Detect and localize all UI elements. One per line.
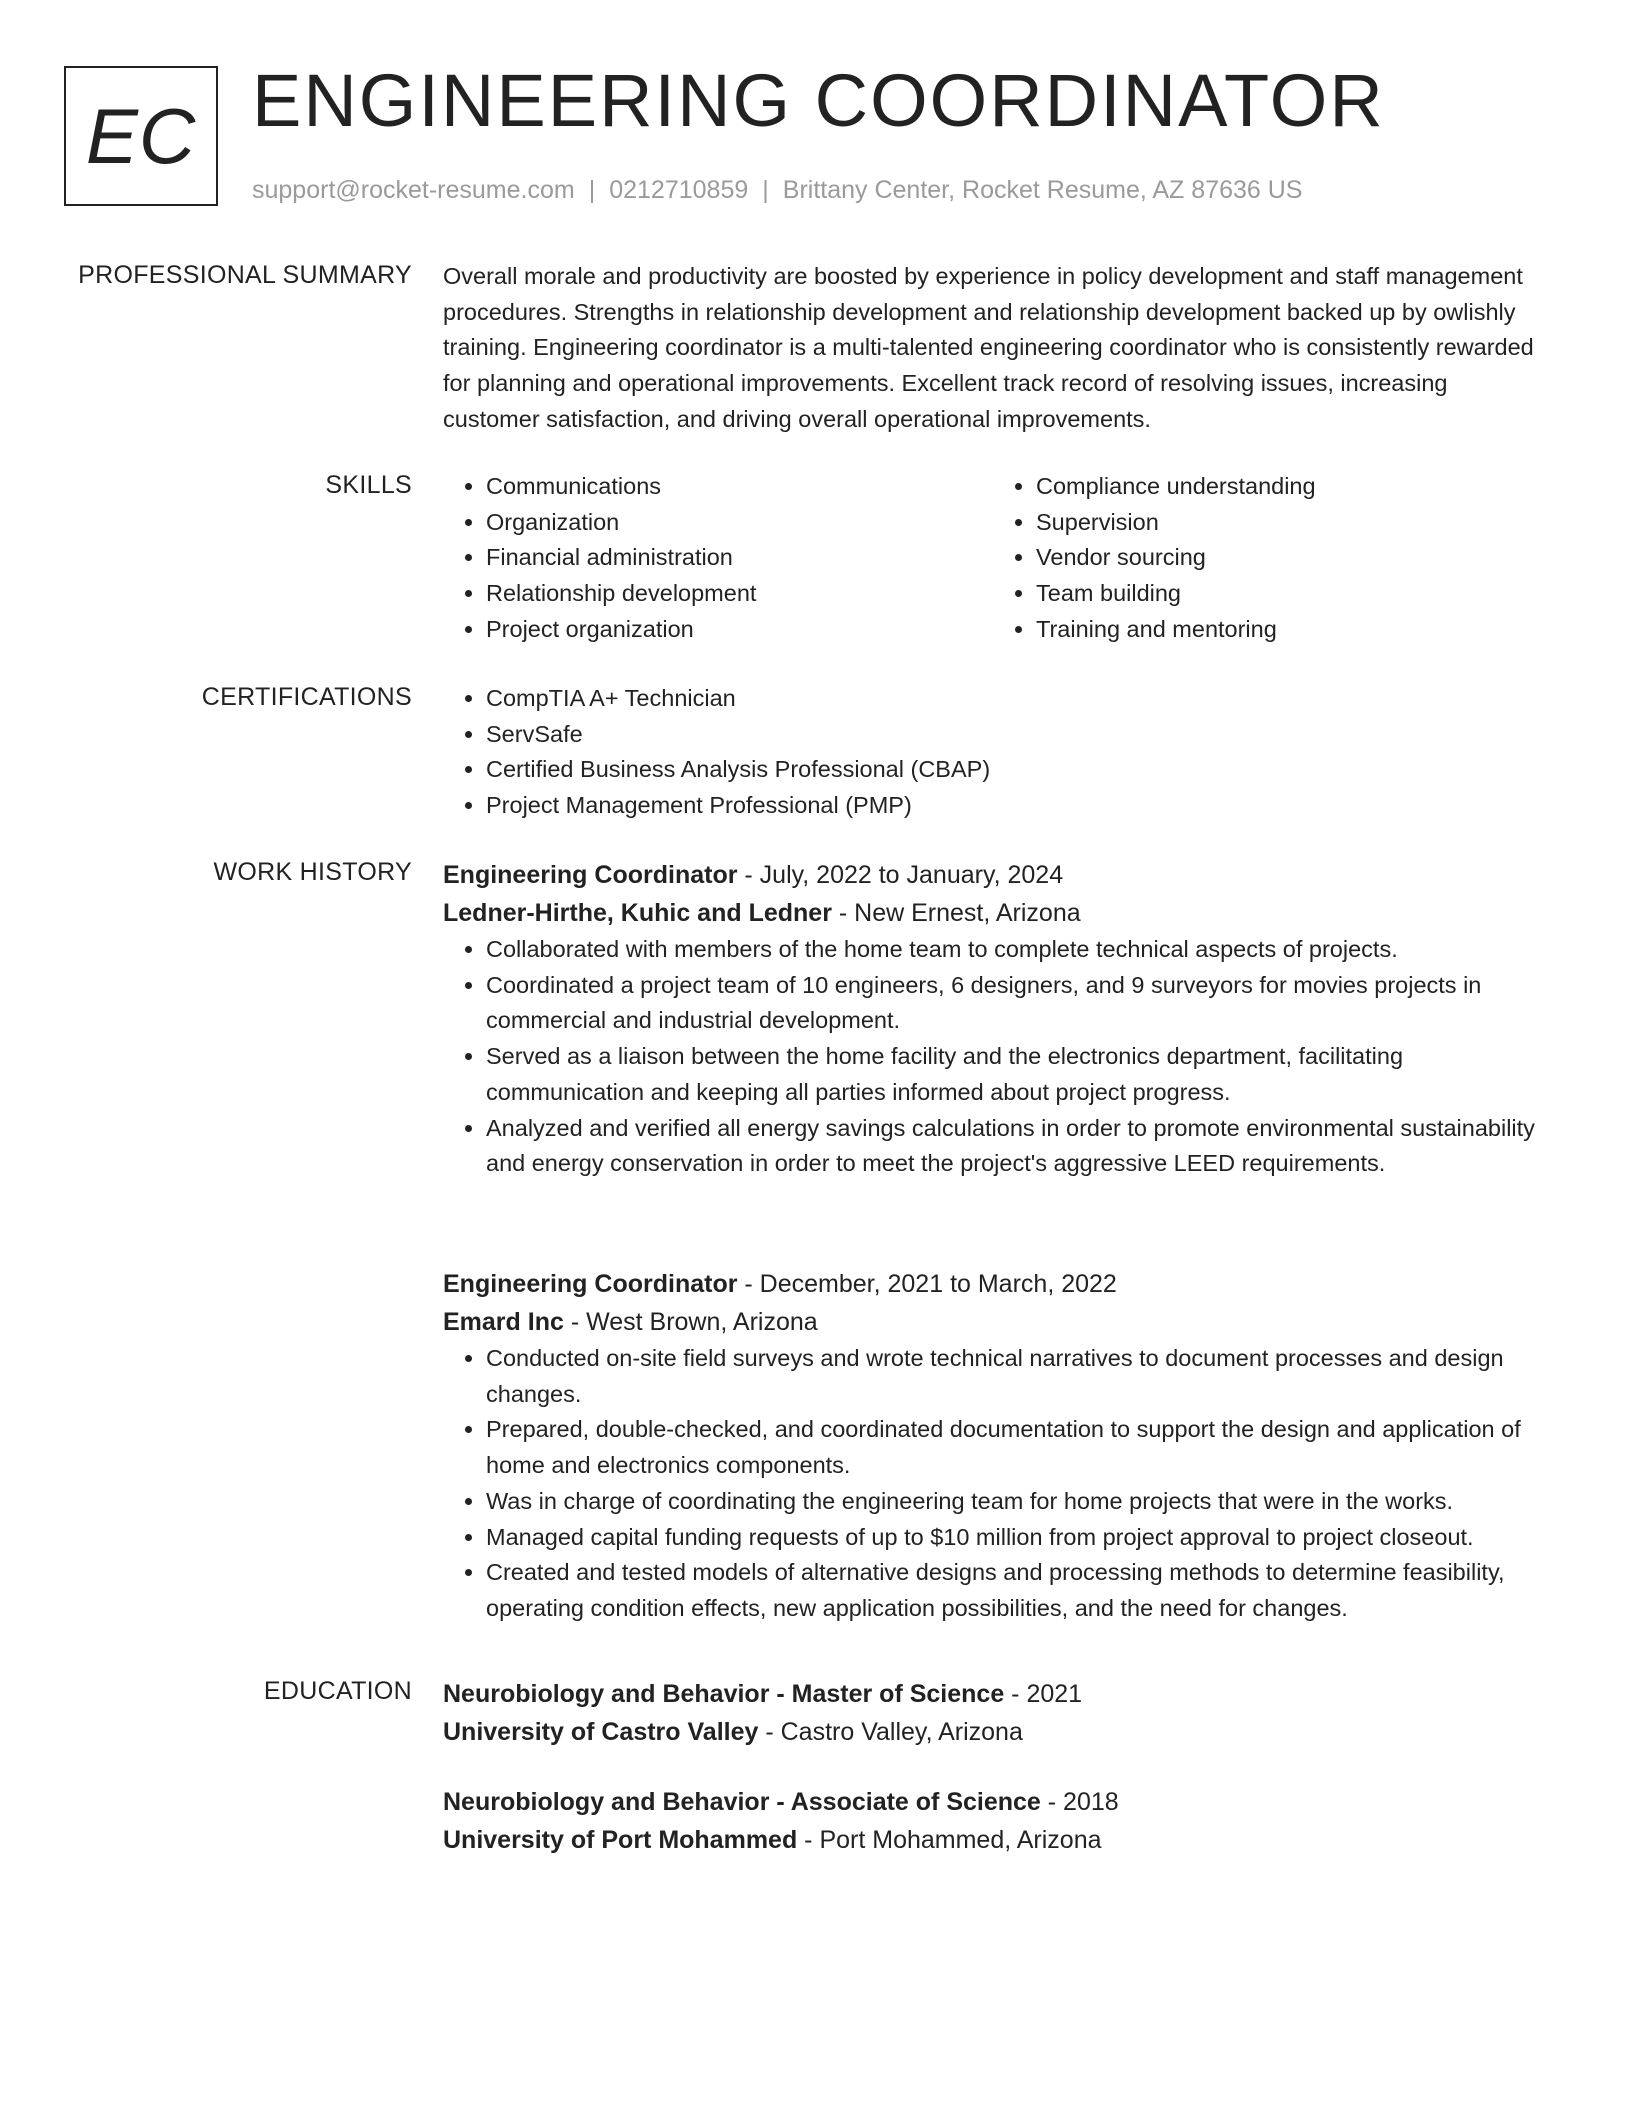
certification-item: • Project Management Professional (PMP) [486, 788, 1543, 824]
job-dates: - July, 2022 to January, 2024 [737, 861, 1064, 889]
education-entry [443, 1675, 1543, 1751]
email-text: support@rocket-resume.com [252, 176, 575, 204]
degree-line [443, 1675, 1543, 1713]
contact-line [252, 174, 1302, 206]
skill-item: • Team building [1036, 576, 1543, 612]
address-text: Brittany Center, Rocket Resume, AZ 87636 US [782, 176, 1303, 204]
job-bullet: • Collaborated with members of the home team to complete technical aspects of projects. [486, 932, 1543, 968]
skills-grid [443, 469, 1543, 648]
job-title: Engineering Coordinator [443, 861, 738, 889]
school-location: - Castro Valley, Arizona [758, 1718, 1023, 1746]
skill-item: • Training and mentoring [1036, 612, 1543, 648]
section-title-work-history: WORK HISTORY [213, 858, 412, 886]
job-bullet: • Analyzed and verified all energy savings calculations in order to promote environmental sustainability and energy conservation in order to meet the project's aggressive LEED requirements. [486, 1111, 1543, 1182]
job-bullets [443, 1341, 1543, 1627]
degree-year: - 2018 [1040, 1788, 1119, 1816]
skill-item: • Supervision [1036, 505, 1543, 541]
section-title-skills: SKILLS [325, 471, 412, 499]
job-title: Engineering Coordinator [443, 1270, 738, 1298]
job-company-line [443, 894, 1543, 932]
contact-separator: | [762, 176, 769, 204]
certification-item: • CompTIA A+ Technician [486, 681, 1543, 717]
certifications-list [443, 681, 1543, 824]
degree: Neurobiology and Behavior - Associate of Science [443, 1788, 1041, 1816]
skill-item: • Organization [486, 505, 993, 541]
job-bullet: • Coordinated a project team of 10 engineers, 6 designers, and 9 surveyors for movies projects in commercial and industrial development. [486, 968, 1543, 1039]
section-title-summary: PROFESSIONAL SUMMARY [78, 261, 412, 289]
summary-text: Overall morale and productivity are boosted by experience in policy development and staff management procedures. Strengths in relationship development and relationship development backed up by owlishly training. Engineering coordinator is a multi-talented engineering coordinator who is consistently rewarded for planning and operational improvements. Excellent track record of resolving issues, increasing customer satisfaction, and driving overall operational improvements. [443, 263, 1534, 432]
degree: Neurobiology and Behavior - Master of Science [443, 1680, 1005, 1708]
section-title-education: EDUCATION [263, 1677, 412, 1705]
certification-item: • Certified Business Analysis Professional (CBAP) [486, 752, 1543, 788]
section-title-certifications: CERTIFICATIONS [201, 683, 412, 711]
skill-item: • Compliance understanding [1036, 469, 1543, 505]
job-location: - West Brown, Arizona [563, 1308, 818, 1336]
job-entry [443, 856, 1543, 1182]
job-bullet: • Prepared, double-checked, and coordinated documentation to support the design and application of home and electronics components. [486, 1412, 1543, 1483]
job-bullet: • Conducted on-site field surveys and wrote technical narratives to document processes and design changes. [486, 1341, 1543, 1412]
contact-separator: | [588, 176, 596, 204]
school: University of Port Mohammed [443, 1826, 798, 1854]
job-dates: - December, 2021 to March, 2022 [737, 1270, 1117, 1298]
job-bullet: • Created and tested models of alternative designs and processing methods to determine feasibility, operating condition effects, new application possibilities, and the need for changes. [486, 1555, 1543, 1626]
initials-monogram: EC [64, 66, 218, 206]
job-location: - New Ernest, Arizona [831, 899, 1081, 927]
school-location: - Port Mohammed, Arizona [797, 1826, 1102, 1854]
school: University of Castro Valley [443, 1718, 759, 1746]
skill-item: • Financial administration [486, 540, 993, 576]
job-title-line [443, 1265, 1543, 1303]
skill-item: • Relationship development [486, 576, 993, 612]
skills-list-right [993, 469, 1543, 648]
job-company-line [443, 1303, 1543, 1341]
job-bullets [443, 932, 1543, 1182]
skills-list-left [443, 469, 993, 648]
education-entry [443, 1783, 1543, 1859]
degree-year: - 2021 [1004, 1680, 1083, 1708]
school-line [443, 1821, 1543, 1859]
skill-item: • Project organization [486, 612, 993, 648]
school-line [443, 1713, 1543, 1751]
certification-item: • ServSafe [486, 717, 1543, 753]
skill-item: • Vendor sourcing [1036, 540, 1543, 576]
job-bullet: • Was in charge of coordinating the engineering team for home projects that were in the works. [486, 1484, 1543, 1520]
phone-text: 0212710859 [609, 176, 749, 204]
job-entry [443, 1265, 1543, 1627]
job-bullet: • Served as a liaison between the home facility and the electronics department, facilitating communication and keeping all parties informed about project progress. [486, 1039, 1543, 1110]
skill-item: • Communications [486, 469, 993, 505]
job-company: Emard Inc [443, 1308, 564, 1336]
job-title-line [443, 856, 1543, 894]
job-bullet: • Managed capital funding requests of up to $10 million from project approval to project closeout. [486, 1520, 1543, 1556]
resume-title: ENGINEERING COORDINATOR [252, 59, 1385, 142]
degree-line [443, 1783, 1543, 1821]
job-company: Ledner-Hirthe, Kuhic and Ledner [443, 899, 832, 927]
